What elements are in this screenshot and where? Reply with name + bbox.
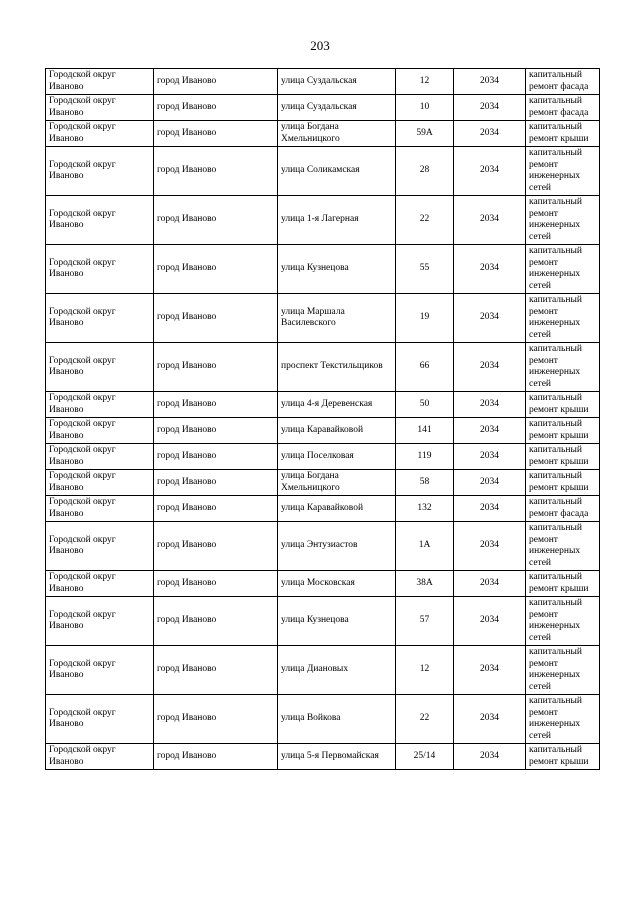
year-cell: 2034: [454, 294, 526, 343]
street-cell: улица Кузнецова: [278, 597, 396, 646]
house-number-cell: 25/14: [396, 744, 454, 770]
work-type-cell: капитальный ремонт инженерных сетей: [526, 597, 600, 646]
work-type-cell: капитальный ремонт инженерных сетей: [526, 196, 600, 245]
street-cell: улица Богдана Хмельницкого: [278, 121, 396, 147]
year-cell: 2034: [454, 343, 526, 392]
table-row: [46, 196, 600, 245]
year-cell: 2034: [454, 121, 526, 147]
work-type-cell: капитальный ремонт фасада: [526, 95, 600, 121]
street-cell: улица 5-я Первомайская: [278, 744, 396, 770]
district-cell: Городской округ Иваново: [46, 95, 154, 121]
house-number-cell: 132: [396, 496, 454, 522]
year-cell: 2034: [454, 522, 526, 571]
year-cell: 2034: [454, 147, 526, 196]
district-cell: Городской округ Иваново: [46, 496, 154, 522]
city-cell: город Иваново: [154, 744, 278, 770]
street-cell: проспект Текстильщиков: [278, 343, 396, 392]
year-cell: 2034: [454, 444, 526, 470]
work-type-cell: капитальный ремонт инженерных сетей: [526, 695, 600, 744]
house-number-cell: 55: [396, 245, 454, 294]
city-cell: город Иваново: [154, 69, 278, 95]
year-cell: 2034: [454, 496, 526, 522]
district-cell: Городской округ Иваново: [46, 245, 154, 294]
district-cell: Городской округ Иваново: [46, 392, 154, 418]
city-cell: город Иваново: [154, 294, 278, 343]
work-type-cell: капитальный ремонт инженерных сетей: [526, 245, 600, 294]
table-row: [46, 744, 600, 770]
table-row: [46, 444, 600, 470]
street-cell: улица Каравайковой: [278, 496, 396, 522]
table-row: [46, 522, 600, 571]
work-type-cell: капитальный ремонт крыши: [526, 444, 600, 470]
work-type-cell: капитальный ремонт инженерных сетей: [526, 147, 600, 196]
page-number: 203: [310, 38, 330, 53]
street-cell: улица Энтузиастов: [278, 522, 396, 571]
year-cell: 2034: [454, 95, 526, 121]
city-cell: город Иваново: [154, 470, 278, 496]
district-cell: Городской округ Иваново: [46, 147, 154, 196]
district-cell: Городской округ Иваново: [46, 695, 154, 744]
city-cell: город Иваново: [154, 121, 278, 147]
district-cell: Городской округ Иваново: [46, 470, 154, 496]
street-cell: улица Московская: [278, 571, 396, 597]
table-row: [46, 470, 600, 496]
table-row: [46, 95, 600, 121]
district-cell: Городской округ Иваново: [46, 522, 154, 571]
street-cell: улица Войкова: [278, 695, 396, 744]
city-cell: город Иваново: [154, 245, 278, 294]
city-cell: город Иваново: [154, 147, 278, 196]
year-cell: 2034: [454, 571, 526, 597]
year-cell: 2034: [454, 418, 526, 444]
house-number-cell: 28: [396, 147, 454, 196]
year-cell: 2034: [454, 646, 526, 695]
street-cell: улица Богдана Хмельницкого: [278, 470, 396, 496]
table-row: [46, 245, 600, 294]
house-number-cell: 50: [396, 392, 454, 418]
city-cell: город Иваново: [154, 597, 278, 646]
house-number-cell: 38А: [396, 571, 454, 597]
work-type-cell: капитальный ремонт крыши: [526, 418, 600, 444]
work-type-cell: капитальный ремонт крыши: [526, 121, 600, 147]
city-cell: город Иваново: [154, 418, 278, 444]
street-cell: улица 4-я Деревенская: [278, 392, 396, 418]
table-row: [46, 597, 600, 646]
house-number-cell: 57: [396, 597, 454, 646]
street-cell: улица 1-я Лагерная: [278, 196, 396, 245]
house-number-cell: 22: [396, 695, 454, 744]
street-cell: улица Маршала Василевского: [278, 294, 396, 343]
year-cell: 2034: [454, 470, 526, 496]
year-cell: 2034: [454, 245, 526, 294]
work-type-cell: капитальный ремонт инженерных сетей: [526, 294, 600, 343]
city-cell: город Иваново: [154, 95, 278, 121]
city-cell: город Иваново: [154, 522, 278, 571]
table-row: [46, 294, 600, 343]
district-cell: Городской округ Иваново: [46, 418, 154, 444]
house-number-cell: 22: [396, 196, 454, 245]
house-number-cell: 141: [396, 418, 454, 444]
work-type-cell: капитальный ремонт фасада: [526, 69, 600, 95]
year-cell: 2034: [454, 597, 526, 646]
house-number-cell: 58: [396, 470, 454, 496]
year-cell: 2034: [454, 196, 526, 245]
house-number-cell: 12: [396, 69, 454, 95]
city-cell: город Иваново: [154, 343, 278, 392]
work-type-cell: капитальный ремонт крыши: [526, 470, 600, 496]
work-type-cell: капитальный ремонт крыши: [526, 744, 600, 770]
work-type-cell: капитальный ремонт крыши: [526, 571, 600, 597]
street-cell: улица Каравайковой: [278, 418, 396, 444]
registry-table: [45, 68, 600, 770]
table-row: [46, 571, 600, 597]
street-cell: улица Кузнецова: [278, 245, 396, 294]
table-row: [46, 646, 600, 695]
work-type-cell: капитальный ремонт инженерных сетей: [526, 646, 600, 695]
district-cell: Городской округ Иваново: [46, 294, 154, 343]
district-cell: Городской округ Иваново: [46, 69, 154, 95]
district-cell: Городской округ Иваново: [46, 571, 154, 597]
city-cell: город Иваново: [154, 571, 278, 597]
city-cell: город Иваново: [154, 695, 278, 744]
house-number-cell: 66: [396, 343, 454, 392]
district-cell: Городской округ Иваново: [46, 597, 154, 646]
work-type-cell: капитальный ремонт крыши: [526, 392, 600, 418]
year-cell: 2034: [454, 744, 526, 770]
street-cell: улица Диановых: [278, 646, 396, 695]
year-cell: 2034: [454, 69, 526, 95]
work-type-cell: капитальный ремонт инженерных сетей: [526, 522, 600, 571]
street-cell: улица Суздальская: [278, 95, 396, 121]
table-row: [46, 392, 600, 418]
street-cell: улица Соликамская: [278, 147, 396, 196]
street-cell: улица Поселковая: [278, 444, 396, 470]
city-cell: город Иваново: [154, 444, 278, 470]
district-cell: Городской округ Иваново: [46, 343, 154, 392]
work-type-cell: капитальный ремонт инженерных сетей: [526, 343, 600, 392]
district-cell: Городской округ Иваново: [46, 444, 154, 470]
table-row: [46, 121, 600, 147]
house-number-cell: 1А: [396, 522, 454, 571]
table-row: [46, 418, 600, 444]
table-row: [46, 496, 600, 522]
district-cell: Городской округ Иваново: [46, 196, 154, 245]
district-cell: Городской округ Иваново: [46, 646, 154, 695]
district-cell: Городской округ Иваново: [46, 121, 154, 147]
year-cell: 2034: [454, 695, 526, 744]
work-type-cell: капитальный ремонт фасада: [526, 496, 600, 522]
table-row: [46, 695, 600, 744]
city-cell: город Иваново: [154, 496, 278, 522]
table-row: [46, 343, 600, 392]
table-row: [46, 147, 600, 196]
city-cell: город Иваново: [154, 392, 278, 418]
city-cell: город Иваново: [154, 646, 278, 695]
year-cell: 2034: [454, 392, 526, 418]
house-number-cell: 10: [396, 95, 454, 121]
district-cell: Городской округ Иваново: [46, 744, 154, 770]
house-number-cell: 59А: [396, 121, 454, 147]
house-number-cell: 12: [396, 646, 454, 695]
house-number-cell: 19: [396, 294, 454, 343]
house-number-cell: 119: [396, 444, 454, 470]
street-cell: улица Суздальская: [278, 69, 396, 95]
table-row: [46, 69, 600, 95]
city-cell: город Иваново: [154, 196, 278, 245]
